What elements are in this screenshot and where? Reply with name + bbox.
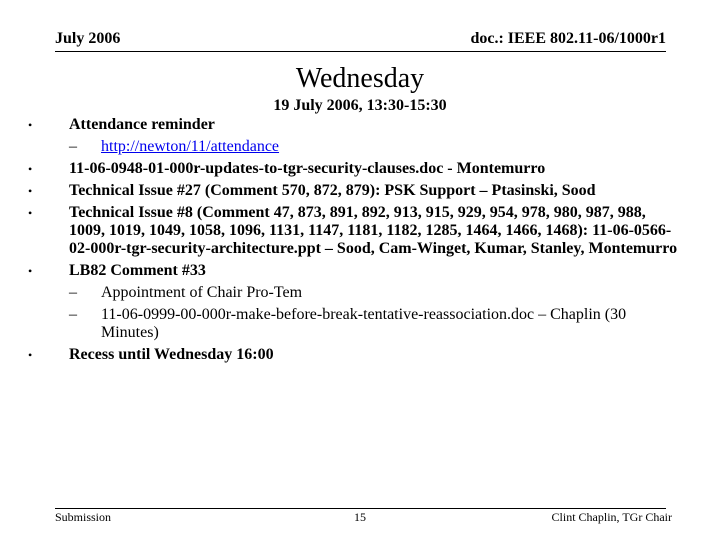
agenda-item	[28, 182, 678, 200]
header-doc-id: doc.: IEEE 802.11-06/1000r1	[470, 30, 666, 47]
dash-icon: –	[69, 306, 77, 323]
slide-title: Wednesday	[295, 63, 425, 94]
agenda-subitem	[69, 306, 678, 342]
bullet-icon: •	[28, 162, 33, 176]
bullet-icon: •	[28, 264, 33, 278]
agenda-subitem-text: Appointment of Chair Pro-Tem	[101, 284, 303, 301]
footer-page-number: 15	[354, 510, 366, 524]
agenda-subitem-text: 11-06-0999-00-000r-make-before-break-tentative-reassociation.doc – Chaplin (30 Minutes)	[101, 306, 627, 341]
bullet-icon: •	[28, 118, 33, 132]
agenda-item-text: Technical Issue #8 (Comment 47, 873, 891, 892, 913, 915, 929, 954, 978, 980, 987, 988, 1009, 1019, 1049, 1058, 1096, 1131, 1147, 1181, 1182, 1285, 1464, 1466, 1468): 11-06-0566-02-000r-tgr-security-architecture.ppt – Sood, Cam-Winget, Kumar, Stanley, Montemurro	[69, 204, 678, 257]
footer-author: Clint Chaplin, TGr Chair	[551, 510, 672, 524]
footer-divider	[55, 508, 666, 509]
agenda-item-text: Recess until Wednesday 16:00	[69, 346, 274, 363]
bullet-icon: •	[28, 184, 33, 198]
dash-icon: –	[69, 138, 77, 155]
agenda-item	[28, 346, 678, 364]
agenda-list	[28, 116, 678, 368]
header-date: July 2006	[55, 30, 121, 47]
agenda-item	[28, 262, 678, 280]
bullet-icon: •	[28, 206, 33, 220]
agenda-item-text: Technical Issue #27 (Comment 570, 872, 879): PSK Support – Ptasinski, Sood	[69, 182, 596, 199]
bullet-icon: •	[28, 348, 33, 362]
agenda-subitem	[69, 284, 678, 302]
agenda-subitem	[69, 138, 678, 156]
agenda-item-text: Attendance reminder	[69, 116, 215, 133]
header-divider	[55, 51, 666, 52]
agenda-item-text: 11-06-0948-01-000r-updates-to-tgr-security-clauses.doc - Montemurro	[69, 160, 546, 177]
dash-icon: –	[69, 284, 77, 301]
agenda-item	[28, 160, 678, 178]
footer-submission: Submission	[55, 510, 112, 524]
agenda-item-text: LB82 Comment #33	[69, 262, 206, 279]
slide-subtitle: 19 July 2006, 13:30-15:30	[273, 97, 447, 114]
agenda-item	[28, 204, 678, 258]
agenda-item	[28, 116, 678, 134]
attendance-link[interactable]: http://newton/11/attendance	[101, 138, 280, 155]
